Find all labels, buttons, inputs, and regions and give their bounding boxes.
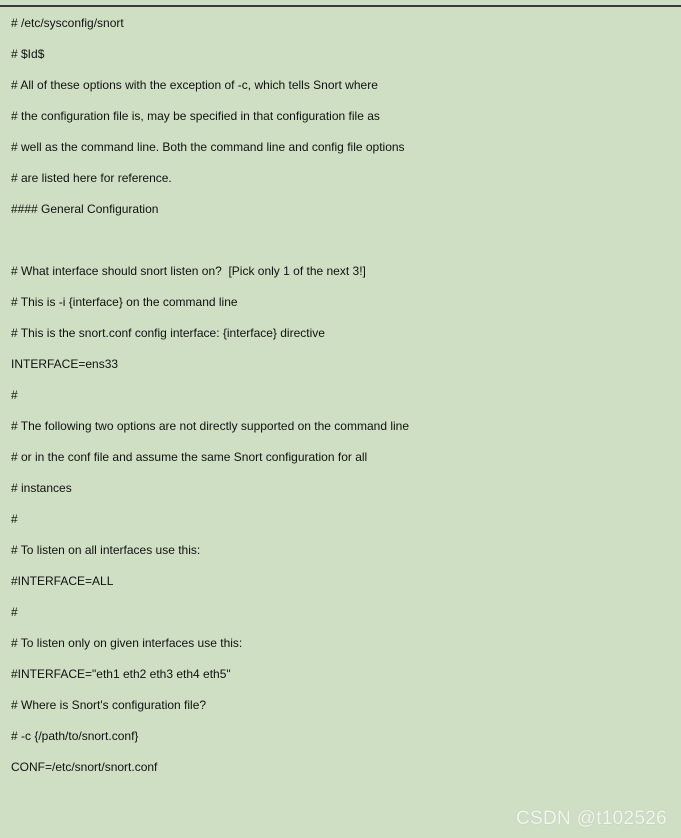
config-line: # are listed here for reference. (11, 171, 172, 185)
config-line: # (11, 512, 18, 526)
config-line: # the configuration file is, may be specified in that configuration file as (11, 109, 380, 123)
config-line-blank (11, 231, 409, 262)
config-line: INTERFACE=ens33 (11, 357, 119, 371)
config-line: # /etc/sysconfig/snort (11, 16, 124, 30)
config-line: # This is the snort.conf config interface: {interface} directive (11, 326, 325, 340)
config-line: # To listen on all interfaces use this: (11, 543, 201, 557)
config-line: # or in the conf file and assume the same Snort configuration for all (11, 450, 368, 464)
config-line: # -c {/path/to/snort.conf} (11, 729, 139, 743)
config-line: # (11, 388, 18, 402)
config-line: # well as the command line. Both the command line and config file options (11, 140, 405, 154)
config-line: # (11, 605, 18, 619)
top-divider (0, 5, 681, 7)
config-line: #INTERFACE="eth1 eth2 eth3 eth4 eth5" (11, 667, 231, 681)
config-line: # All of these options with the exception of -c, which tells Snort where (11, 78, 378, 92)
config-line: # $Id$ (11, 47, 45, 61)
config-line: # This is -i {interface} on the command line (11, 295, 238, 309)
config-line: # The following two options are not directly supported on the command line (11, 419, 410, 433)
snort-config-listing (11, 14, 409, 789)
config-line: # instances (11, 481, 72, 495)
config-line: #### General Configuration (11, 202, 159, 216)
csdn-watermark: CSDN @t102526 (516, 808, 667, 829)
config-line: # To listen only on given interfaces use this: (11, 636, 243, 650)
config-line: CONF=/etc/snort/snort.conf (11, 760, 158, 774)
config-line: #INTERFACE=ALL (11, 574, 114, 588)
config-line: # Where is Snort's configuration file? (11, 698, 207, 712)
config-line: # What interface should snort listen on? [Pick only 1 of the next 3!] (11, 264, 366, 278)
